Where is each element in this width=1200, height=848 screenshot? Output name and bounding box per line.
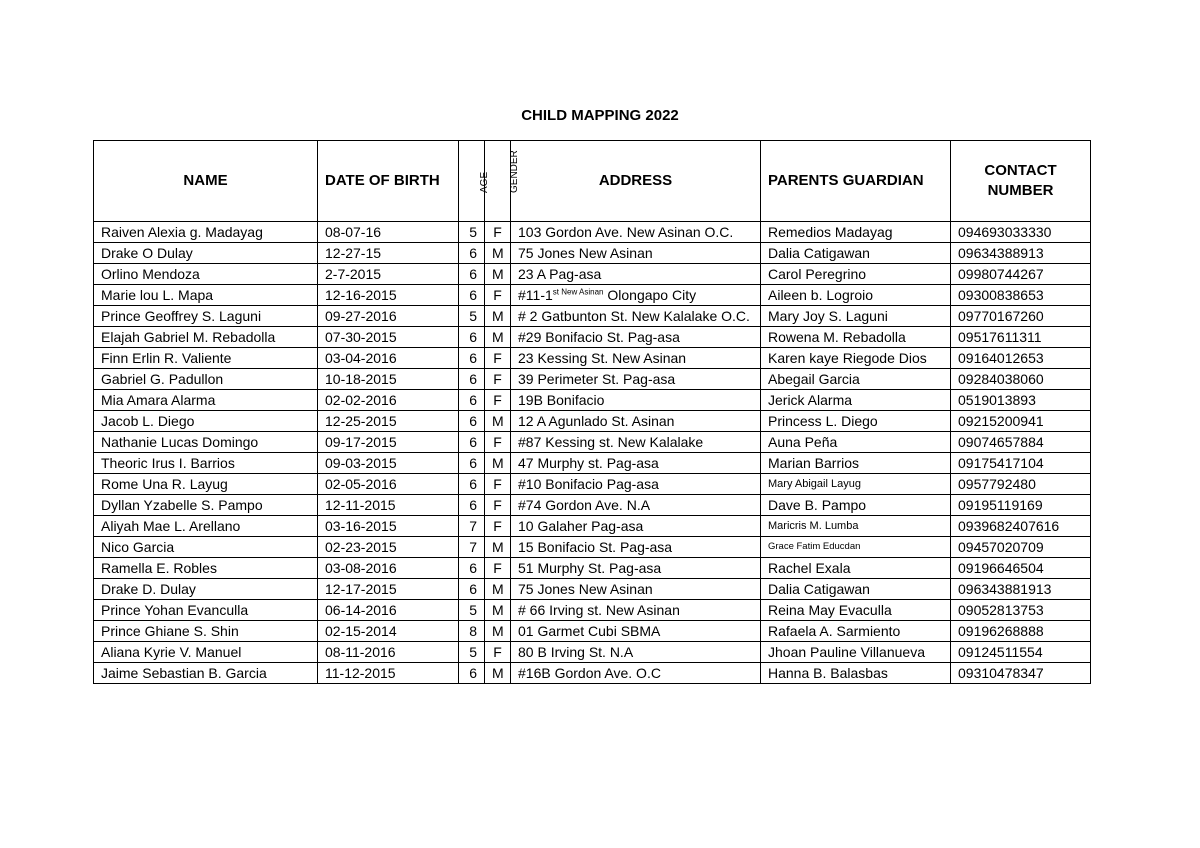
cell-address: #87 Kessing st. New Kalalake bbox=[511, 432, 761, 453]
cell-gender: F bbox=[485, 285, 511, 306]
cell-parents-guardian: Princess L. Diego bbox=[761, 411, 951, 432]
cell-address: 23 A Pag-asa bbox=[511, 264, 761, 285]
cell-date-of-birth: 11-12-2015 bbox=[318, 663, 459, 684]
cell-gender: F bbox=[485, 222, 511, 243]
cell-date-of-birth: 02-23-2015 bbox=[318, 537, 459, 558]
cell-contact-number: 09074657884 bbox=[951, 432, 1091, 453]
cell-name: Ramella E. Robles bbox=[94, 558, 318, 579]
cell-gender: M bbox=[485, 621, 511, 642]
cell-age: 6 bbox=[459, 474, 485, 495]
cell-age: 6 bbox=[459, 327, 485, 348]
cell-date-of-birth: 02-02-2016 bbox=[318, 390, 459, 411]
cell-gender: F bbox=[485, 474, 511, 495]
address-text-rest: Olongapo City bbox=[603, 287, 697, 303]
cell-gender: M bbox=[485, 453, 511, 474]
cell-parents-guardian: Maricris M. Lumba bbox=[761, 516, 951, 537]
cell-contact-number: 09164012653 bbox=[951, 348, 1091, 369]
cell-name: Rome Una R. Layug bbox=[94, 474, 318, 495]
cell-address: #16B Gordon Ave. O.C bbox=[511, 663, 761, 684]
table-row bbox=[94, 579, 1091, 600]
cell-name: Dyllan Yzabelle S. Pampo bbox=[94, 495, 318, 516]
cell-age: 5 bbox=[459, 600, 485, 621]
cell-name: Gabriel G. Padullon bbox=[94, 369, 318, 390]
cell-date-of-birth: 2-7-2015 bbox=[318, 264, 459, 285]
cell-gender: F bbox=[485, 348, 511, 369]
cell-contact-number: 09052813753 bbox=[951, 600, 1091, 621]
cell-date-of-birth: 03-08-2016 bbox=[318, 558, 459, 579]
table-row bbox=[94, 348, 1091, 369]
cell-age: 6 bbox=[459, 348, 485, 369]
cell-address: #29 Bonifacio St. Pag-asa bbox=[511, 327, 761, 348]
header-age bbox=[459, 141, 490, 222]
cell-age: 6 bbox=[459, 411, 485, 432]
cell-age: 6 bbox=[459, 453, 485, 474]
cell-name: Jacob L. Diego bbox=[94, 411, 318, 432]
cell-name: Nathanie Lucas Domingo bbox=[94, 432, 318, 453]
cell-date-of-birth: 08-07-16 bbox=[318, 222, 459, 243]
cell-address: 75 Jones New Asinan bbox=[511, 579, 761, 600]
cell-parents-guardian: Reina May Evaculla bbox=[761, 600, 951, 621]
cell-parents-guardian: Mary Abigail Layug bbox=[761, 474, 951, 495]
cell-address: # 66 Irving st. New Asinan bbox=[511, 600, 761, 621]
cell-gender: M bbox=[485, 663, 511, 684]
header-date-of-birth: DATE OF BIRTH bbox=[318, 141, 459, 222]
cell-address: 47 Murphy st. Pag-asa bbox=[511, 453, 761, 474]
cell-address: 23 Kessing St. New Asinan bbox=[511, 348, 761, 369]
cell-parents-guardian: Auna Peña bbox=[761, 432, 951, 453]
cell-address: 10 Galaher Pag-asa bbox=[511, 516, 761, 537]
cell-parents-guardian: Grace Fatim Educdan bbox=[761, 537, 951, 558]
address-superscript: st New Asinan bbox=[552, 287, 604, 297]
cell-parents-guardian: Mary Joy S. Laguni bbox=[761, 306, 951, 327]
table-row bbox=[94, 663, 1091, 684]
page-title: CHILD MAPPING 2022 bbox=[521, 107, 679, 124]
cell-name: Aliyah Mae L. Arellano bbox=[94, 516, 318, 537]
cell-contact-number: 09195119169 bbox=[951, 495, 1091, 516]
cell-address: 19B Bonifacio bbox=[511, 390, 761, 411]
cell-name: Prince Ghiane S. Shin bbox=[94, 621, 318, 642]
cell-address: 51 Murphy St. Pag-asa bbox=[511, 558, 761, 579]
cell-name: Drake O Dulay bbox=[94, 243, 318, 264]
cell-gender: M bbox=[485, 537, 511, 558]
cell-contact-number: 09300838653 bbox=[951, 285, 1091, 306]
cell-name: Mia Amara Alarma bbox=[94, 390, 318, 411]
table-row bbox=[94, 306, 1091, 327]
cell-age: 5 bbox=[459, 222, 485, 243]
header-address: ADDRESS bbox=[511, 141, 761, 222]
cell-age: 8 bbox=[459, 621, 485, 642]
cell-date-of-birth: 09-17-2015 bbox=[318, 432, 459, 453]
cell-gender: M bbox=[485, 243, 511, 264]
cell-parents-guardian: Jhoan Pauline Villanueva bbox=[761, 642, 951, 663]
cell-date-of-birth: 08-11-2016 bbox=[318, 642, 459, 663]
cell-age: 6 bbox=[459, 495, 485, 516]
cell-date-of-birth: 12-17-2015 bbox=[318, 579, 459, 600]
header-gender-label: GENDER bbox=[509, 150, 520, 193]
cell-date-of-birth: 12-27-15 bbox=[318, 243, 459, 264]
cell-gender: F bbox=[485, 390, 511, 411]
table-row bbox=[94, 474, 1091, 495]
table-row bbox=[94, 369, 1091, 390]
cell-date-of-birth: 06-14-2016 bbox=[318, 600, 459, 621]
cell-date-of-birth: 09-27-2016 bbox=[318, 306, 459, 327]
address-text: #11-1 bbox=[518, 287, 553, 303]
cell-name: Raiven Alexia g. Madayag bbox=[94, 222, 318, 243]
cell-contact-number: 09284038060 bbox=[951, 369, 1091, 390]
table-row bbox=[94, 558, 1091, 579]
cell-gender: F bbox=[485, 516, 511, 537]
table-row bbox=[94, 327, 1091, 348]
cell-contact-number: 09215200941 bbox=[951, 411, 1091, 432]
cell-name: Drake D. Dulay bbox=[94, 579, 318, 600]
cell-age: 6 bbox=[459, 663, 485, 684]
cell-address: 15 Bonifacio St. Pag-asa bbox=[511, 537, 761, 558]
cell-parents-guardian: Rowena M. Rebadolla bbox=[761, 327, 951, 348]
table-row bbox=[94, 264, 1091, 285]
cell-address: #10 Bonifacio Pag-asa bbox=[511, 474, 761, 495]
header-gender bbox=[485, 141, 520, 222]
cell-gender: M bbox=[485, 264, 511, 285]
cell-date-of-birth: 03-16-2015 bbox=[318, 516, 459, 537]
cell-parents-guardian: Jerick Alarma bbox=[761, 390, 951, 411]
cell-date-of-birth: 02-15-2014 bbox=[318, 621, 459, 642]
table-row bbox=[94, 390, 1091, 411]
cell-parents-guardian: Hanna B. Balasbas bbox=[761, 663, 951, 684]
cell-name: Finn Erlin R. Valiente bbox=[94, 348, 318, 369]
cell-age: 7 bbox=[459, 537, 485, 558]
cell-address: 39 Perimeter St. Pag-asa bbox=[511, 369, 761, 390]
cell-name: Prince Yohan Evanculla bbox=[94, 600, 318, 621]
cell-gender: F bbox=[485, 495, 511, 516]
cell-age: 6 bbox=[459, 285, 485, 306]
cell-gender: M bbox=[485, 306, 511, 327]
cell-contact-number: 09196646504 bbox=[951, 558, 1091, 579]
cell-parents-guardian: Karen kaye Riegode Dios bbox=[761, 348, 951, 369]
table-row bbox=[94, 537, 1091, 558]
cell-contact-number: 0939682407616 bbox=[951, 516, 1091, 537]
cell-contact-number: 09175417104 bbox=[951, 453, 1091, 474]
cell-name: Marie lou L. Mapa bbox=[94, 285, 318, 306]
cell-parents-guardian: Rachel Exala bbox=[761, 558, 951, 579]
cell-contact-number: 09196268888 bbox=[951, 621, 1091, 642]
cell-name: Aliana Kyrie V. Manuel bbox=[94, 642, 318, 663]
cell-parents-guardian: Aileen b. Logroio bbox=[761, 285, 951, 306]
header-name: NAME bbox=[94, 141, 318, 222]
cell-contact-number: 0519013893 bbox=[951, 390, 1091, 411]
cell-address: 75 Jones New Asinan bbox=[511, 243, 761, 264]
cell-age: 5 bbox=[459, 306, 485, 327]
cell-name: Prince Geoffrey S. Laguni bbox=[94, 306, 318, 327]
cell-age: 6 bbox=[459, 243, 485, 264]
cell-parents-guardian: Remedios Madayag bbox=[761, 222, 951, 243]
cell-date-of-birth: 07-30-2015 bbox=[318, 327, 459, 348]
cell-contact-number: 0957792480 bbox=[951, 474, 1091, 495]
table-row bbox=[94, 516, 1091, 537]
cell-address: 80 B Irving St. N.A bbox=[511, 642, 761, 663]
cell-gender: M bbox=[485, 600, 511, 621]
cell-parents-guardian: Marian Barrios bbox=[761, 453, 951, 474]
table-body bbox=[94, 222, 1091, 684]
cell-parents-guardian: Dalia Catigawan bbox=[761, 579, 951, 600]
cell-gender: M bbox=[485, 411, 511, 432]
cell-name: Orlino Mendoza bbox=[94, 264, 318, 285]
header-parents-guardian: PARENTS GUARDIAN bbox=[761, 141, 951, 222]
cell-date-of-birth: 03-04-2016 bbox=[318, 348, 459, 369]
cell-date-of-birth: 12-25-2015 bbox=[318, 411, 459, 432]
table-row bbox=[94, 432, 1091, 453]
cell-date-of-birth: 10-18-2015 bbox=[318, 369, 459, 390]
cell-contact-number: 094693033330 bbox=[951, 222, 1091, 243]
table-row bbox=[94, 222, 1091, 243]
cell-gender: F bbox=[485, 642, 511, 663]
cell-age: 6 bbox=[459, 432, 485, 453]
cell-age: 6 bbox=[459, 558, 485, 579]
cell-contact-number: 096343881913 bbox=[951, 579, 1091, 600]
cell-contact-number: 09770167260 bbox=[951, 306, 1091, 327]
cell-date-of-birth: 09-03-2015 bbox=[318, 453, 459, 474]
cell-address: # 2 Gatbunton St. New Kalalake O.C. bbox=[511, 306, 761, 327]
table-row bbox=[94, 453, 1091, 474]
cell-address: 12 A Agunlado St. Asinan bbox=[511, 411, 761, 432]
child-mapping-table bbox=[93, 140, 1091, 684]
cell-name: Jaime Sebastian B. Garcia bbox=[94, 663, 318, 684]
cell-address: #74 Gordon Ave. N.A bbox=[511, 495, 761, 516]
cell-contact-number: 09517611311 bbox=[951, 327, 1091, 348]
header-age-label: AGE bbox=[479, 171, 490, 193]
cell-contact-number: 09124511554 bbox=[951, 642, 1091, 663]
cell-age: 6 bbox=[459, 579, 485, 600]
table-row bbox=[94, 243, 1091, 264]
table-header-row bbox=[94, 141, 1091, 222]
header-contact-number: CONTACT NUMBER bbox=[951, 141, 1091, 222]
cell-contact-number: 09457020709 bbox=[951, 537, 1091, 558]
table-row bbox=[94, 621, 1091, 642]
cell-gender: M bbox=[485, 327, 511, 348]
cell-gender: F bbox=[485, 369, 511, 390]
cell-gender: M bbox=[485, 579, 511, 600]
table-row bbox=[94, 642, 1091, 663]
cell-name: Elajah Gabriel M. Rebadolla bbox=[94, 327, 318, 348]
cell-address: 103 Gordon Ave. New Asinan O.C. bbox=[511, 222, 761, 243]
cell-parents-guardian: Carol Peregrino bbox=[761, 264, 951, 285]
cell-parents-guardian: Dalia Catigawan bbox=[761, 243, 951, 264]
table-row bbox=[94, 285, 1091, 306]
cell-address: 01 Garmet Cubi SBMA bbox=[511, 621, 761, 642]
table-row bbox=[94, 600, 1091, 621]
cell-contact-number: 09310478347 bbox=[951, 663, 1091, 684]
cell-date-of-birth: 12-11-2015 bbox=[318, 495, 459, 516]
cell-contact-number: 09980744267 bbox=[951, 264, 1091, 285]
cell-gender: F bbox=[485, 558, 511, 579]
table-row bbox=[94, 411, 1091, 432]
cell-name: Theoric Irus I. Barrios bbox=[94, 453, 318, 474]
cell-parents-guardian: Abegail Garcia bbox=[761, 369, 951, 390]
cell-address bbox=[511, 285, 761, 306]
cell-parents-guardian: Dave B. Pampo bbox=[761, 495, 951, 516]
cell-age: 6 bbox=[459, 390, 485, 411]
cell-age: 6 bbox=[459, 264, 485, 285]
table-row bbox=[94, 495, 1091, 516]
cell-date-of-birth: 12-16-2015 bbox=[318, 285, 459, 306]
cell-name: Nico Garcia bbox=[94, 537, 318, 558]
cell-age: 7 bbox=[459, 516, 485, 537]
cell-gender: F bbox=[485, 432, 511, 453]
cell-contact-number: 09634388913 bbox=[951, 243, 1091, 264]
cell-age: 5 bbox=[459, 642, 485, 663]
cell-parents-guardian: Rafaela A. Sarmiento bbox=[761, 621, 951, 642]
cell-age: 6 bbox=[459, 369, 485, 390]
cell-date-of-birth: 02-05-2016 bbox=[318, 474, 459, 495]
